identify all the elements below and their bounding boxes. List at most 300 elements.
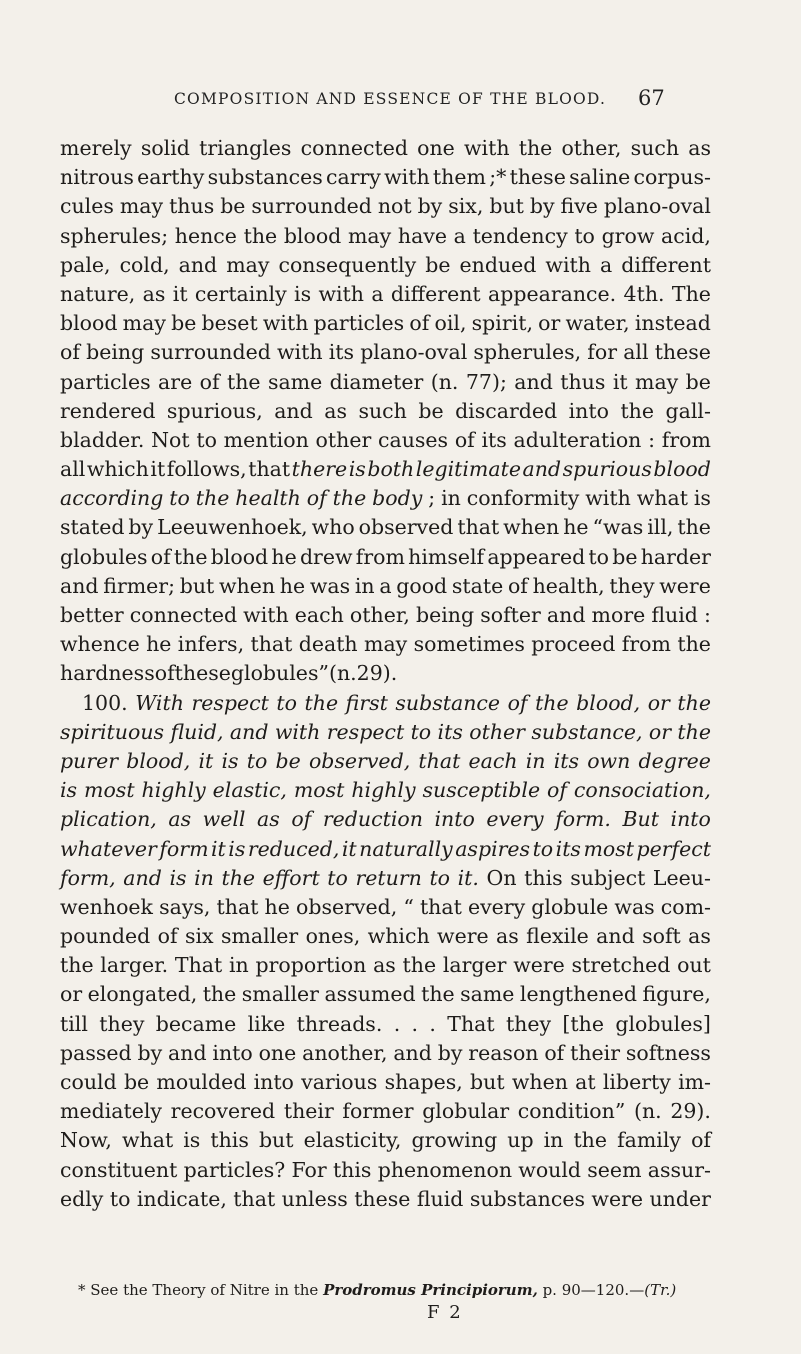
word: infers, <box>177 632 245 657</box>
word: state <box>451 573 504 598</box>
word: but <box>179 573 215 598</box>
word: recovered <box>170 1099 276 1124</box>
word: is <box>228 836 246 861</box>
word: six <box>184 924 214 949</box>
word: health <box>235 486 301 511</box>
text-line <box>60 280 711 309</box>
word: stretched <box>571 953 671 978</box>
word: blood, <box>126 748 191 773</box>
word: death <box>298 632 358 657</box>
word: reduced, <box>247 836 340 861</box>
word: wenhoek <box>60 894 153 919</box>
word: to <box>276 690 297 715</box>
text-line <box>60 513 711 542</box>
word: is <box>183 1128 201 1153</box>
word: cules <box>60 194 114 219</box>
word: is <box>60 778 78 803</box>
word: in <box>543 1128 564 1153</box>
word: he <box>271 544 297 569</box>
word: highly <box>141 778 206 803</box>
word: were <box>591 1186 644 1211</box>
word: when <box>219 573 276 598</box>
word: and <box>168 1040 207 1065</box>
word: as <box>688 136 711 160</box>
word: it. <box>457 865 479 890</box>
word: mediately <box>60 1099 162 1124</box>
text-line <box>60 893 711 922</box>
word: out <box>677 953 711 978</box>
word: up <box>507 1128 534 1153</box>
word: hardness <box>60 661 155 686</box>
word: The <box>671 281 711 306</box>
word: : <box>703 603 711 627</box>
word: every <box>467 894 526 919</box>
word: or <box>538 311 561 336</box>
word: aspires <box>455 836 531 861</box>
word: same <box>267 369 323 394</box>
word: which <box>367 924 430 949</box>
word: that <box>233 1186 276 1211</box>
word: blood, <box>576 690 641 715</box>
word: most <box>84 778 135 803</box>
word: is <box>221 748 239 773</box>
word: com- <box>660 894 711 919</box>
word: constituent <box>60 1157 178 1182</box>
word: elasticity, <box>303 1128 402 1153</box>
word: proceed <box>531 632 616 657</box>
word: return <box>355 865 422 890</box>
word: legitimate <box>415 457 521 482</box>
word: globule <box>531 894 609 919</box>
word: whatever <box>60 836 157 861</box>
word: 100. <box>82 690 128 715</box>
word: that <box>419 894 462 919</box>
word: appearance. <box>488 281 617 306</box>
word: as <box>168 807 192 832</box>
word: there <box>291 457 348 482</box>
word: Leeu- <box>652 865 711 890</box>
word: it <box>172 281 188 306</box>
word: all <box>60 457 86 482</box>
word: substances <box>207 165 323 190</box>
word: with <box>585 486 631 511</box>
word: respect <box>326 719 405 744</box>
word: a <box>453 223 466 248</box>
word: solid <box>140 136 190 160</box>
word: could <box>60 1070 117 1094</box>
word: and <box>178 252 218 277</box>
word: from <box>355 544 405 569</box>
word: according <box>60 486 164 511</box>
word: nitrous <box>60 165 134 190</box>
word: same <box>460 982 515 1007</box>
text-line <box>60 630 711 659</box>
word: and <box>123 865 162 890</box>
word: each <box>468 748 518 773</box>
word: in <box>354 573 375 598</box>
word: assumed <box>324 982 416 1007</box>
word: being <box>86 340 145 365</box>
word: into <box>670 807 711 832</box>
word: phenomenon <box>377 1157 513 1182</box>
word: firmer; <box>103 573 176 598</box>
text-line <box>60 368 711 397</box>
word: be <box>425 252 451 277</box>
word: of <box>291 807 312 832</box>
word: Not <box>151 427 190 452</box>
word: globular <box>422 1099 510 1124</box>
word: would <box>518 1157 582 1182</box>
word: of <box>150 544 171 569</box>
word: may <box>635 369 679 394</box>
word: to <box>410 719 432 744</box>
word: assur- <box>647 1157 711 1182</box>
word: under <box>649 1186 711 1211</box>
word: the <box>421 982 455 1007</box>
text-line <box>60 1039 711 1068</box>
word: rendered <box>60 398 156 423</box>
word: perfect <box>636 836 711 861</box>
word: with <box>545 252 591 277</box>
word: which <box>86 457 149 482</box>
word: larger. <box>100 953 169 978</box>
word: thus <box>169 194 215 219</box>
word: different <box>390 281 481 306</box>
word: form <box>159 836 209 861</box>
word: own <box>587 748 631 773</box>
word: each <box>294 603 344 627</box>
word: in <box>194 865 214 890</box>
word: when <box>503 515 560 540</box>
word: softer <box>480 603 541 627</box>
word: 77); <box>465 369 507 394</box>
word: as <box>142 281 166 306</box>
word: they <box>505 1011 552 1036</box>
text-line <box>60 951 711 980</box>
word: and <box>274 398 313 423</box>
word: are <box>158 369 193 394</box>
word: sometimes <box>413 632 525 657</box>
word: is <box>348 457 366 482</box>
word: On <box>486 865 517 890</box>
text-line <box>60 397 711 426</box>
word: that <box>248 457 291 482</box>
word: as <box>688 924 711 949</box>
word: be <box>685 369 711 394</box>
word: naturally <box>359 836 453 861</box>
word: and <box>229 719 269 744</box>
word: threads. <box>296 1011 383 1036</box>
word: by <box>137 1040 163 1065</box>
word: of <box>157 924 178 949</box>
word: soft <box>642 924 681 949</box>
word: acid, <box>661 223 711 248</box>
word: that <box>216 894 259 919</box>
word: in <box>525 748 546 773</box>
word: . <box>393 1011 401 1036</box>
word: susceptible <box>422 778 541 803</box>
word: health, <box>532 573 605 598</box>
word: shapes, <box>384 1070 463 1094</box>
text-line <box>60 1126 711 1155</box>
word: from <box>661 427 711 452</box>
word: both <box>367 457 415 482</box>
word: into <box>253 1070 294 1094</box>
word: he <box>146 632 172 657</box>
word: subject <box>570 865 646 890</box>
signature-mark: F 2 <box>427 1302 463 1323</box>
word: the <box>573 1128 608 1153</box>
word: globules] <box>615 1011 711 1036</box>
word: it <box>198 748 214 773</box>
word: respect <box>191 690 269 715</box>
word: form, <box>60 865 116 890</box>
word: proportion <box>255 953 367 978</box>
word: That <box>447 1011 495 1036</box>
word: whence <box>60 632 140 657</box>
text-line <box>60 601 711 630</box>
word: ones, <box>305 924 361 949</box>
word: edly <box>60 1186 104 1211</box>
word: grow <box>601 223 655 248</box>
word: tendency <box>472 223 568 248</box>
word: he <box>279 573 306 598</box>
word: fluid, <box>170 719 224 744</box>
word: different <box>621 252 711 277</box>
word: (n. <box>328 661 357 686</box>
word: says, <box>159 894 211 919</box>
word: “was <box>592 515 644 540</box>
word: as <box>257 807 280 832</box>
word: the <box>677 690 711 715</box>
text-line <box>60 659 711 688</box>
word: the <box>620 398 655 423</box>
text-line <box>60 1156 711 1185</box>
word: pale, <box>60 252 111 277</box>
word: adulteration <box>513 427 642 452</box>
word: its <box>553 748 580 773</box>
word: may <box>364 632 408 657</box>
word: im- <box>678 1070 711 1094</box>
word: were <box>659 573 711 598</box>
word: the <box>304 690 339 715</box>
word: larger <box>442 953 507 978</box>
word: reduction <box>322 807 423 832</box>
word: at <box>575 1070 596 1094</box>
word: earthy <box>137 165 205 190</box>
word: one <box>417 136 455 160</box>
word: this <box>210 1128 249 1153</box>
text-line <box>60 134 711 163</box>
word: fluid <box>651 603 698 627</box>
word: and <box>546 603 586 627</box>
word: observed, <box>295 894 398 919</box>
word: beset <box>201 311 258 336</box>
word: their <box>570 1040 621 1065</box>
word: condition” <box>517 1099 626 1124</box>
word: Leeuwenhoek, <box>157 515 308 540</box>
text-line <box>60 835 711 864</box>
text-line <box>60 1097 711 1126</box>
page-number: 67 <box>638 86 665 110</box>
word: consequently <box>278 252 417 277</box>
word: spurious <box>562 457 652 482</box>
word: one <box>258 1040 297 1065</box>
word: . <box>429 1011 436 1036</box>
word: (n. <box>430 369 459 394</box>
word: into <box>568 398 609 423</box>
word: the <box>173 544 208 569</box>
word: fluid <box>416 1186 464 1211</box>
word: carry <box>325 165 381 190</box>
word: a <box>599 252 613 277</box>
word: may <box>122 311 166 336</box>
word: with <box>464 136 510 160</box>
word: its <box>481 427 507 452</box>
word: may <box>119 194 164 219</box>
word: of <box>409 311 430 336</box>
word: five <box>560 194 598 219</box>
text-line <box>60 163 711 192</box>
word: of <box>544 1040 565 1065</box>
word: when <box>511 1070 568 1094</box>
word: such <box>630 136 680 160</box>
word: be <box>418 398 444 423</box>
word: substances <box>469 1186 585 1211</box>
footnote-marker: * <box>78 1281 86 1299</box>
word: for <box>587 340 618 365</box>
word: particles <box>60 369 151 394</box>
word: of <box>507 690 528 715</box>
word: various <box>301 1070 378 1094</box>
word: with <box>262 311 309 336</box>
word: and <box>522 457 562 482</box>
text-line <box>60 805 711 834</box>
word: by <box>417 194 443 219</box>
word: this <box>332 1157 372 1182</box>
word: that <box>457 515 500 540</box>
word: substance, <box>531 719 643 744</box>
word: (n. <box>633 1099 662 1124</box>
word: of <box>547 778 567 803</box>
word: them <box>432 165 486 190</box>
word: good <box>396 573 448 598</box>
word: or <box>647 690 670 715</box>
word: indicate, <box>136 1186 227 1211</box>
word: its <box>328 340 355 365</box>
word: by <box>437 1040 463 1065</box>
word: as <box>324 398 347 423</box>
word: is <box>294 281 312 306</box>
word: in <box>228 953 249 978</box>
word: be <box>171 311 197 336</box>
word: hence <box>174 223 237 248</box>
word: lengthened <box>519 982 637 1007</box>
word: he <box>563 515 589 540</box>
word: flexile <box>526 924 589 949</box>
word: blood <box>653 457 711 482</box>
word: as <box>496 924 519 949</box>
word: bladder. <box>60 427 145 452</box>
word: but <box>470 1070 505 1094</box>
text-line <box>60 251 711 280</box>
word: the <box>60 953 94 978</box>
word: being <box>415 603 475 627</box>
word: it <box>341 836 357 861</box>
word: follows, <box>166 457 247 482</box>
word: became <box>155 1011 237 1036</box>
word: triangles <box>199 136 292 160</box>
word: what <box>636 486 688 511</box>
word: such <box>358 398 407 423</box>
word: softness <box>625 1040 711 1065</box>
word: connected <box>129 603 238 627</box>
footnote-pages: p. 90—120.— <box>537 1281 645 1299</box>
word: with <box>243 603 289 627</box>
word: instead <box>634 311 711 336</box>
text-line <box>60 1185 711 1214</box>
word: spherules; <box>60 223 169 248</box>
word: another, <box>302 1040 388 1065</box>
word: into <box>434 807 475 832</box>
word: most <box>583 836 634 861</box>
word: But <box>622 807 659 832</box>
text-line <box>60 192 711 221</box>
text-line <box>60 922 711 951</box>
word: 4th. <box>623 281 665 306</box>
word: in <box>441 486 461 511</box>
word: cold, <box>119 252 170 277</box>
word: better <box>60 603 124 627</box>
word: is <box>169 865 187 890</box>
word: it <box>150 457 166 482</box>
word: smaller <box>220 924 299 949</box>
word: who <box>311 515 355 540</box>
word: the <box>677 719 711 744</box>
word: to <box>429 865 451 890</box>
word: degree <box>638 748 711 773</box>
word: is <box>693 486 711 511</box>
word: substance <box>395 690 501 715</box>
word: highly <box>351 778 416 803</box>
word: he <box>264 894 290 919</box>
word: globules <box>60 544 148 569</box>
word: and <box>596 924 635 949</box>
word: plano-oval <box>603 194 711 219</box>
word: to <box>574 223 595 248</box>
word: 29). <box>670 1099 711 1124</box>
word: the <box>518 136 553 160</box>
word: effort <box>262 865 320 890</box>
word: “ <box>403 894 414 919</box>
word: surrounded <box>150 340 271 365</box>
word: be <box>123 1070 150 1094</box>
word: into <box>212 1040 253 1065</box>
text-line <box>60 776 711 805</box>
word: were <box>513 953 565 978</box>
word: or <box>648 719 672 744</box>
word: stated <box>60 515 125 540</box>
word: spirit, <box>471 311 533 336</box>
word: harder <box>640 544 711 569</box>
word: purer <box>60 748 119 773</box>
word: of <box>199 369 220 394</box>
text-line <box>60 747 711 776</box>
text-line <box>60 455 711 484</box>
word: growing <box>411 1128 498 1153</box>
word: mention <box>223 427 309 452</box>
footnote-credit: (Tr.) <box>644 1281 677 1299</box>
